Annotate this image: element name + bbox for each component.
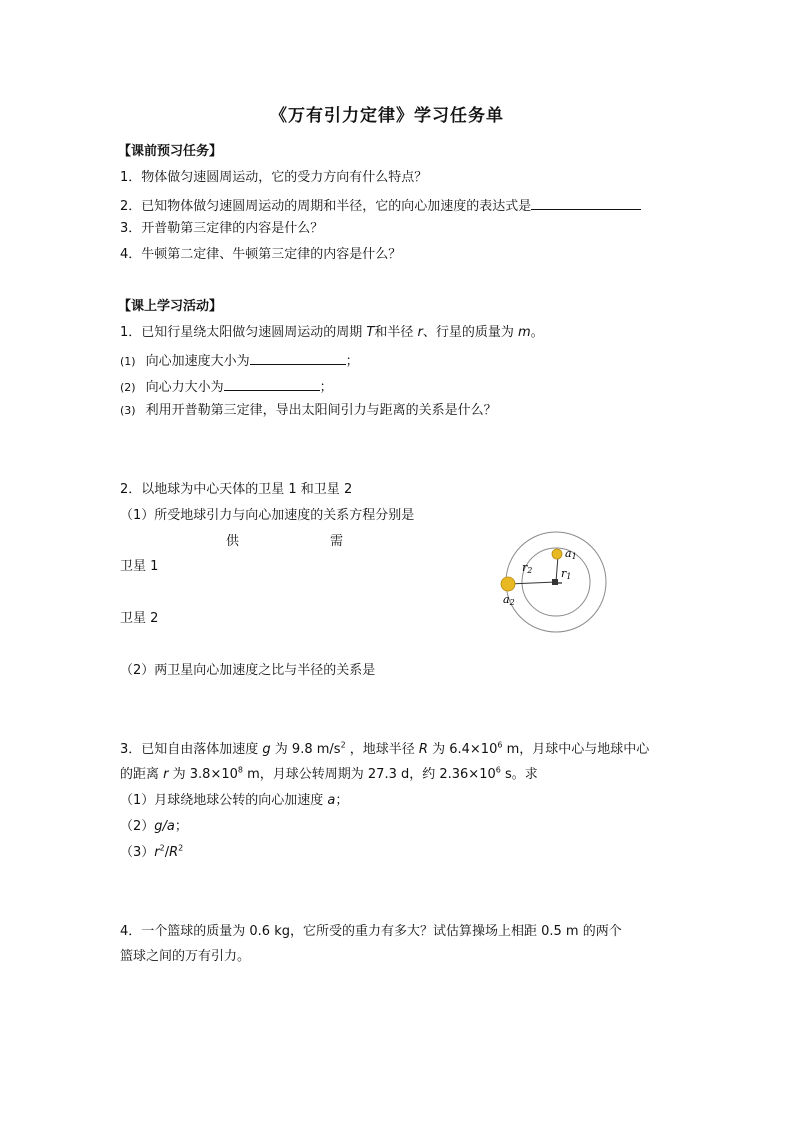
q3-sub2	[120, 818, 188, 836]
q1-stem-part: 1．已知行星绕太阳做匀速圆周运动的周期	[120, 325, 367, 340]
page-title: 《万有引力定律》学习任务单	[270, 106, 504, 126]
q1-sub3-text: 利用开普勒第三定律，导出太阳间引力与距离的关系是什么？	[145, 403, 497, 418]
q1-sub1-text: 向心加速度大小为	[145, 354, 250, 369]
q3-sub1-text: （1）月球绕地球公转的向心加速度	[120, 793, 328, 808]
pre-class-heading: 【课前预习任务】	[118, 144, 223, 159]
pre-class-item-4: 4．牛顿第二定律、牛顿第三定律的内容是什么？	[120, 247, 402, 262]
var-r: r	[417, 325, 423, 340]
q1-stem-part: 。	[530, 325, 544, 340]
label-r2: r2	[522, 561, 533, 575]
q3-text: m，月球中心与地球中心	[502, 742, 650, 757]
q3-sub2-end: ；	[174, 819, 188, 834]
pre-class-item-2-text: 2．已知物体做匀速圆周运动的周期和半径，它的向心加速度的表达式是	[120, 199, 532, 214]
q2-col-demand: 需	[330, 534, 344, 549]
label-a2: a2	[503, 593, 515, 607]
q1-sub1-end: ；	[345, 354, 359, 369]
satellite-2-icon	[501, 577, 515, 591]
q3-sup: 6	[497, 740, 503, 750]
orbit-diagram	[495, 530, 625, 640]
var-T: T	[366, 325, 375, 340]
q3-text: 为 3.8×10	[168, 767, 238, 782]
radius-r1-line	[556, 556, 558, 582]
answer-blank-acceleration[interactable]	[531, 195, 641, 210]
answer-blank-centripetal-force[interactable]	[224, 376, 320, 391]
q3-sup: 6	[495, 765, 501, 775]
q1-sub3	[120, 402, 497, 420]
q1-stem-part: 和半径	[374, 325, 418, 340]
q3-line1	[120, 741, 649, 759]
q2-col-supply: 供	[226, 534, 240, 549]
q3-sub1	[120, 792, 348, 810]
q3-sup: 8	[237, 765, 243, 775]
q3-sub2-num: （2）	[120, 819, 155, 834]
q2-sub2: （2）两卫星向心加速度之比与半径的关系是	[120, 663, 376, 678]
q3-text: 的距离	[120, 767, 164, 782]
q3-text: s。求	[500, 767, 538, 782]
var-g: g	[262, 742, 271, 757]
label-a1: a1	[565, 547, 577, 561]
q3-sup: 2	[340, 740, 346, 750]
q2-sat2-label: 卫星 2	[120, 611, 159, 626]
q4-line2: 篮球之间的万有引力。	[120, 949, 251, 964]
q3-sup: 2	[159, 843, 165, 853]
q1-sub2-text: 向心力大小为	[145, 380, 224, 395]
q1-stem-part: 、行星的质量为	[422, 325, 518, 340]
q1-sub1-num: (1)	[120, 355, 136, 368]
q1-sub2-num: (2)	[120, 381, 136, 394]
q3-text: 为 6.4×10	[427, 742, 498, 757]
q3-sub3	[120, 844, 183, 862]
q3-line2	[120, 766, 538, 784]
label-r1: r1	[561, 567, 572, 581]
q1-sub2-end: ；	[319, 380, 333, 395]
q3-text: 为 9.8 m/s	[270, 742, 341, 757]
radius-r2-line	[509, 582, 556, 584]
q3-text: 3．已知自由落体加速度	[120, 742, 263, 757]
answer-blank-accel-magnitude[interactable]	[250, 350, 346, 365]
q3-sup: 2	[178, 843, 184, 853]
var-R: R	[418, 742, 428, 757]
var-R: R	[169, 845, 179, 860]
pre-class-item-2	[120, 195, 641, 216]
q3-sub1-end: ；	[335, 793, 349, 808]
var-a: a	[327, 793, 336, 808]
var-r: r	[163, 767, 169, 782]
q3-text: ，地球半径	[345, 742, 419, 757]
q1-sub1	[120, 350, 359, 371]
var-g-over-a: g/a	[154, 819, 175, 834]
q3-slash: /	[164, 845, 170, 860]
q2-sat1-label: 卫星 1	[120, 559, 159, 574]
q3-sub3-num: （3）	[120, 845, 155, 860]
satellite-1-icon	[552, 549, 562, 559]
pre-class-item-1: 1．物体做匀速圆周运动，它的受力方向有什么特点？	[120, 170, 428, 185]
q1-sub3-num: (3)	[120, 404, 136, 417]
in-class-heading: 【课上学习活动】	[118, 299, 223, 314]
q3-text: m，月球公转周期为 27.3 d，约 2.36×10	[242, 767, 496, 782]
q4-line1: 4．一个篮球的质量为 0.6 kg，它所受的重力有多大？试估算操场上相距 0.5 m 的两个	[120, 924, 622, 939]
q2-stem: 2．以地球为中心天体的卫星 1 和卫星 2	[120, 482, 353, 497]
var-r: r	[154, 845, 160, 860]
pre-class-item-3: 3．开普勒第三定律的内容是什么？	[120, 221, 324, 236]
q1-sub2	[120, 376, 333, 397]
q1-stem	[120, 324, 544, 342]
q2-sub1: （1）所受地球引力与向心加速度的关系方程分别是	[120, 508, 415, 523]
var-m: m	[518, 325, 531, 340]
